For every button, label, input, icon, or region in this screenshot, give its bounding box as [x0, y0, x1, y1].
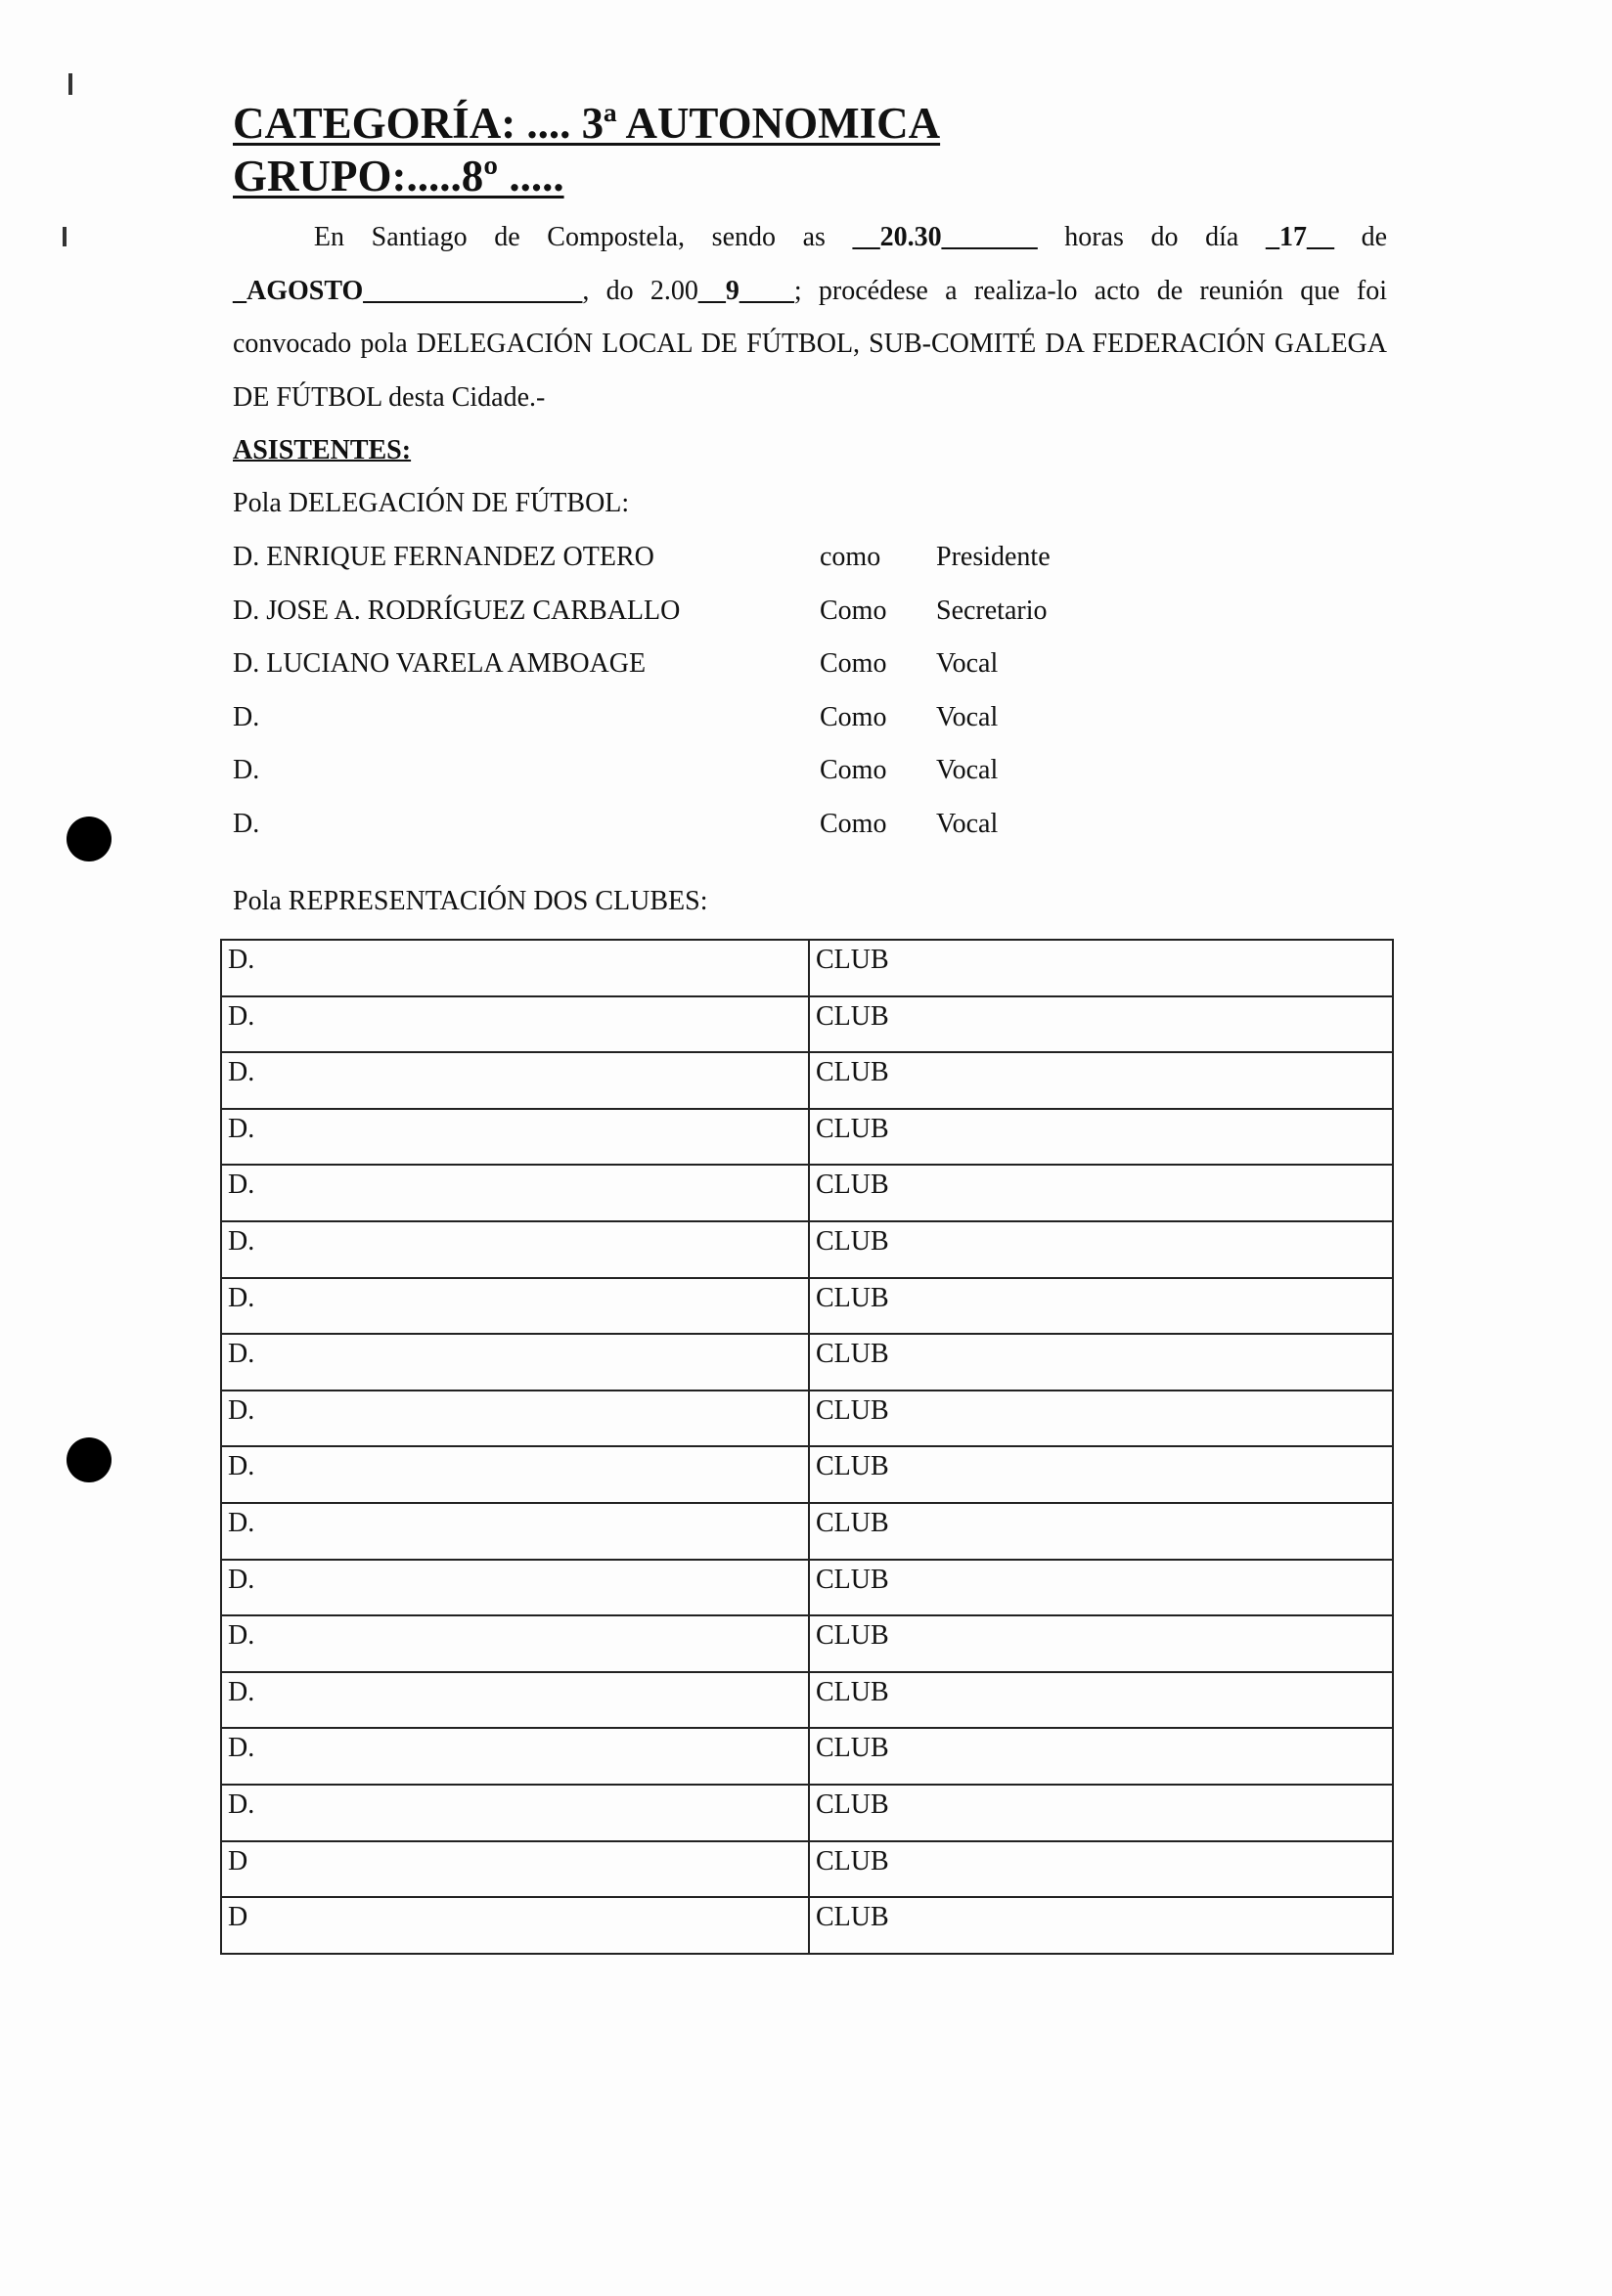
table-row — [221, 1897, 1393, 1954]
intro-text: de — [1333, 222, 1388, 252]
category-title: CATEGORÍA: .... 3ª AUTONOMICA — [233, 99, 941, 148]
clubes-table — [220, 939, 1394, 1955]
representative-cell: D. — [221, 1503, 809, 1560]
clubes-heading: Pola REPRESENTACIÓN DOS CLUBES: — [233, 886, 708, 916]
club-cell: CLUB — [809, 1391, 1393, 1447]
club-cell: CLUB — [809, 1221, 1393, 1278]
day-field: _17__ — [1265, 222, 1334, 252]
table-row — [221, 1615, 1393, 1672]
representative-cell: D. — [221, 1785, 809, 1841]
group-title: GRUPO:.....8º ..... — [233, 152, 564, 200]
representative-cell: D. — [221, 1672, 809, 1729]
representative-cell: D — [221, 1841, 809, 1898]
representative-cell: D. — [221, 1446, 809, 1503]
club-cell: CLUB — [809, 1503, 1393, 1560]
table-row — [221, 1165, 1393, 1221]
delegacion-heading: Pola DELEGACIÓN DE FÚTBOL: — [233, 488, 630, 518]
club-cell: CLUB — [809, 1560, 1393, 1616]
intro-text: ; procédese a realiza-lo acto de reunión que foi convocado pola DELEGACIÓN LOCAL DE FÚTBOL, SUB-COMITÉ DA FEDERACIÓN GALEGA DE FÚTBOL desta Cidade.- — [233, 275, 1387, 413]
intro-text: horas do día — [1037, 222, 1266, 252]
club-cell: CLUB — [809, 1052, 1393, 1109]
attendee-role: Vocal — [936, 701, 999, 732]
asistentes-heading: ASISTENTES: — [233, 435, 412, 465]
representative-cell: D. — [221, 1278, 809, 1335]
representative-cell: D. — [221, 940, 809, 996]
representative-cell: D. — [221, 1334, 809, 1391]
table-row — [221, 1391, 1393, 1447]
table-row — [221, 1052, 1393, 1109]
attendee-role: Presidente — [936, 542, 1051, 572]
club-cell: CLUB — [809, 940, 1393, 996]
table-row — [221, 1221, 1393, 1278]
table-row — [221, 1728, 1393, 1785]
intro-text: En Santiago de Compostela, sendo as — [313, 222, 853, 252]
intro-paragraph — [233, 211, 1387, 424]
table-row — [221, 1672, 1393, 1729]
como-label: Como — [820, 701, 887, 732]
como-label: Como — [820, 648, 887, 679]
table-row — [221, 1560, 1393, 1616]
club-cell: CLUB — [809, 1841, 1393, 1898]
table-row — [221, 1841, 1393, 1898]
table-row — [221, 1785, 1393, 1841]
punch-hole — [67, 817, 112, 861]
attendee-name: D. LUCIANO VARELA AMBOAGE — [233, 648, 647, 679]
representative-cell: D. — [221, 1728, 809, 1785]
club-cell: CLUB — [809, 1728, 1393, 1785]
year-field: __9____ — [697, 275, 794, 306]
time-field: __20.30_______ — [852, 222, 1038, 252]
attendee-name: D. ENRIQUE FERNANDEZ OTERO — [233, 542, 654, 572]
representative-cell: D — [221, 1897, 809, 1954]
table-row — [221, 1278, 1393, 1335]
table-row — [221, 1334, 1393, 1391]
table-row — [221, 996, 1393, 1053]
attendee-role: Vocal — [936, 808, 999, 839]
como-label: Como — [820, 808, 887, 839]
intro-text: , do 2.00 — [582, 275, 698, 306]
scan-mark — [68, 73, 72, 95]
attendee-role: Vocal — [936, 648, 999, 679]
como-label: Como — [820, 595, 887, 626]
representative-cell: D. — [221, 996, 809, 1053]
attendee-role: Secretario — [936, 595, 1048, 626]
como-label: Como — [820, 755, 887, 785]
attendee-name: D. — [233, 808, 260, 839]
club-cell: CLUB — [809, 1897, 1393, 1954]
representative-cell: D. — [221, 1560, 809, 1616]
month-field: _AGOSTO________________ — [233, 275, 583, 306]
table-row — [221, 1503, 1393, 1560]
attendee-role: Vocal — [936, 755, 999, 785]
club-cell: CLUB — [809, 1278, 1393, 1335]
punch-hole — [67, 1437, 112, 1482]
representative-cell: D. — [221, 1391, 809, 1447]
club-cell: CLUB — [809, 1672, 1393, 1729]
club-cell: CLUB — [809, 1446, 1393, 1503]
table-row — [221, 1109, 1393, 1166]
scan-mark — [63, 227, 67, 246]
representative-cell: D. — [221, 1052, 809, 1109]
club-cell: CLUB — [809, 1615, 1393, 1672]
representative-cell: D. — [221, 1221, 809, 1278]
representative-cell: D. — [221, 1109, 809, 1166]
representative-cell: D. — [221, 1615, 809, 1672]
attendee-name: D. — [233, 755, 260, 785]
attendee-name: D. — [233, 701, 260, 732]
table-row — [221, 1446, 1393, 1503]
attendee-name: D. JOSE A. RODRÍGUEZ CARBALLO — [233, 595, 681, 626]
table-row — [221, 940, 1393, 996]
club-cell: CLUB — [809, 1334, 1393, 1391]
club-cell: CLUB — [809, 996, 1393, 1053]
representative-cell: D. — [221, 1165, 809, 1221]
club-cell: CLUB — [809, 1165, 1393, 1221]
como-label: como — [820, 542, 881, 572]
club-cell: CLUB — [809, 1109, 1393, 1166]
club-cell: CLUB — [809, 1785, 1393, 1841]
